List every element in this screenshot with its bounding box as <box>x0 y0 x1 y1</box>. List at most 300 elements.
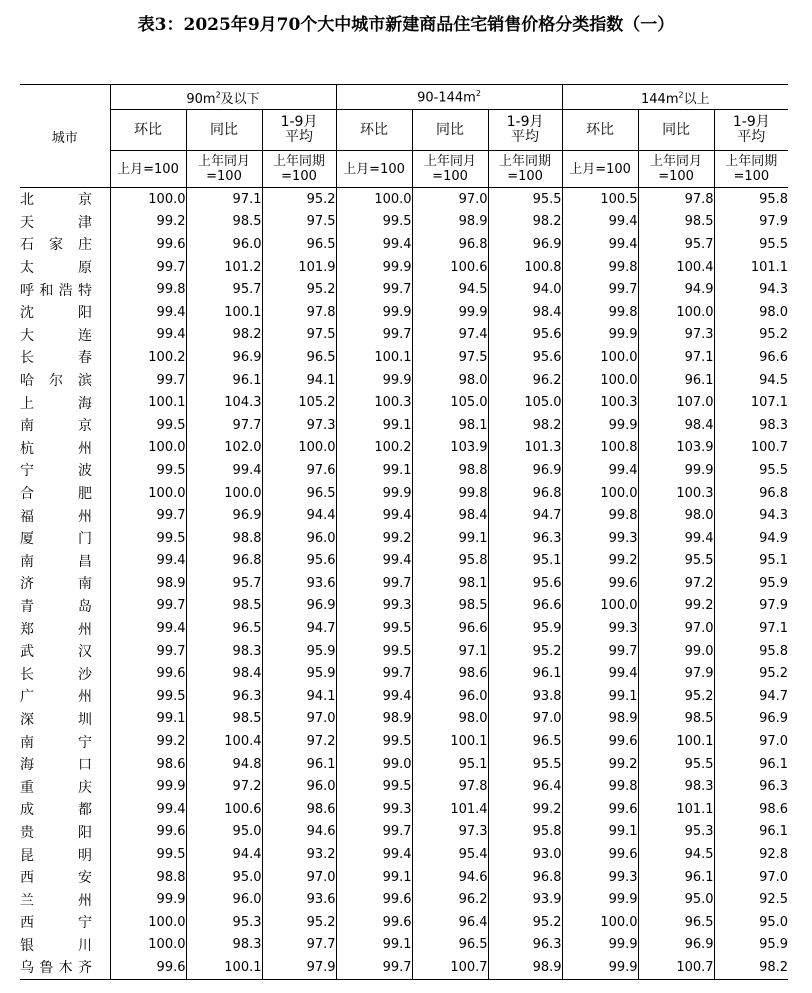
city-name <box>20 324 110 347</box>
index-value: 100.2 <box>336 437 412 460</box>
avg-base-line2: =100 <box>281 169 317 184</box>
index-value: 101.4 <box>412 798 488 821</box>
avg-header-line1: 1-9月 <box>732 114 770 130</box>
table-row <box>20 188 788 211</box>
index-value: 94.0 <box>488 278 562 301</box>
table-row <box>20 775 788 798</box>
city-name <box>20 188 110 211</box>
index-value: 100.6 <box>186 798 262 821</box>
index-value: 99.5 <box>110 414 186 437</box>
yoy-base <box>412 151 488 188</box>
city-name <box>20 572 110 595</box>
index-value: 96.8 <box>488 482 562 505</box>
table-row <box>20 708 788 731</box>
index-value: 95.5 <box>488 188 562 211</box>
index-value: 99.5 <box>336 775 412 798</box>
index-value: 103.9 <box>412 437 488 460</box>
index-value: 96.9 <box>186 504 262 527</box>
index-value: 97.8 <box>638 188 714 211</box>
index-value: 98.5 <box>638 211 714 234</box>
index-value: 100.0 <box>638 301 714 324</box>
index-value: 99.3 <box>336 798 412 821</box>
index-value: 98.6 <box>110 753 186 776</box>
city-name-text: 合肥 <box>20 486 92 503</box>
index-value: 94.4 <box>262 504 336 527</box>
index-value: 99.4 <box>336 233 412 256</box>
index-value: 94.9 <box>638 278 714 301</box>
city-name <box>20 685 110 708</box>
index-value: 97.1 <box>638 346 714 369</box>
avg-header-line2: 平均 <box>285 129 314 145</box>
city-name-text: 成都 <box>20 802 92 819</box>
index-value: 99.9 <box>562 414 638 437</box>
table-row <box>20 730 788 753</box>
index-value: 97.8 <box>262 301 336 324</box>
index-value: 95.2 <box>714 662 788 685</box>
index-value: 98.3 <box>714 414 788 437</box>
index-value: 99.7 <box>562 640 638 663</box>
index-value: 97.0 <box>262 866 336 889</box>
index-value: 99.2 <box>110 730 186 753</box>
index-value: 99.7 <box>336 662 412 685</box>
index-value: 99.4 <box>336 843 412 866</box>
index-value: 100.0 <box>336 188 412 211</box>
index-value: 99.4 <box>562 211 638 234</box>
index-value: 99.6 <box>110 662 186 685</box>
index-value: 99.7 <box>110 504 186 527</box>
table-row <box>20 753 788 776</box>
group-label-sup: 2 <box>678 90 684 100</box>
table-row <box>20 211 788 234</box>
index-value: 99.1 <box>336 414 412 437</box>
index-value: 97.0 <box>412 188 488 211</box>
index-value: 99.2 <box>562 550 638 573</box>
index-value: 98.5 <box>186 708 262 731</box>
index-value: 99.1 <box>562 821 638 844</box>
city-name-text: 广州 <box>20 689 92 706</box>
index-value: 98.9 <box>412 211 488 234</box>
index-value: 99.0 <box>638 640 714 663</box>
table-row <box>20 346 788 369</box>
index-value: 96.1 <box>186 369 262 392</box>
index-value: 98.5 <box>186 211 262 234</box>
index-value: 96.1 <box>714 821 788 844</box>
index-value: 95.5 <box>714 459 788 482</box>
index-value: 100.0 <box>110 934 186 957</box>
index-value: 100.4 <box>186 730 262 753</box>
yoy-base-line1: 上年同月 <box>424 154 477 169</box>
index-value: 100.7 <box>714 437 788 460</box>
index-value: 99.4 <box>110 301 186 324</box>
index-value: 96.4 <box>488 775 562 798</box>
index-value: 94.7 <box>262 617 336 640</box>
index-value: 99.7 <box>336 956 412 979</box>
index-value: 96.6 <box>488 595 562 618</box>
index-value: 100.0 <box>562 346 638 369</box>
header-group-row <box>20 85 788 110</box>
city-name-text: 哈尔滨 <box>20 373 92 390</box>
avg-base-line1: 上年同期 <box>725 154 778 169</box>
index-value: 99.2 <box>110 211 186 234</box>
yoy-base-line2: =100 <box>432 169 468 184</box>
city-name-text: 海口 <box>20 757 92 774</box>
index-value: 97.6 <box>262 459 336 482</box>
yoy-base <box>186 151 262 188</box>
index-value: 95.9 <box>714 934 788 957</box>
table-row <box>20 798 788 821</box>
avg-header <box>262 110 336 151</box>
index-value: 100.1 <box>638 730 714 753</box>
index-value: 95.6 <box>262 550 336 573</box>
table-row <box>20 866 788 889</box>
index-value: 99.9 <box>110 888 186 911</box>
index-value: 98.4 <box>186 662 262 685</box>
index-value: 95.6 <box>488 346 562 369</box>
index-value: 95.1 <box>412 753 488 776</box>
index-value: 99.4 <box>336 685 412 708</box>
index-value: 97.3 <box>412 821 488 844</box>
index-value: 94.5 <box>638 843 714 866</box>
city-name-text: 昆明 <box>20 847 92 864</box>
index-value: 92.8 <box>714 843 788 866</box>
index-value: 94.6 <box>262 821 336 844</box>
city-name <box>20 369 110 392</box>
table-row <box>20 821 788 844</box>
index-value: 97.2 <box>638 572 714 595</box>
city-name-text: 石家庄 <box>20 237 92 254</box>
index-value: 94.3 <box>714 278 788 301</box>
table-row <box>20 437 788 460</box>
index-value: 99.6 <box>562 572 638 595</box>
index-value: 96.5 <box>262 233 336 256</box>
avg-base <box>714 151 788 188</box>
index-value: 99.6 <box>110 821 186 844</box>
city-name-text: 天津 <box>20 214 92 231</box>
index-value: 97.8 <box>412 775 488 798</box>
index-value: 97.7 <box>262 934 336 957</box>
yoy-base-line1: 上年同月 <box>650 154 703 169</box>
index-value: 95.0 <box>714 911 788 934</box>
index-value: 95.2 <box>262 278 336 301</box>
index-value: 99.1 <box>336 459 412 482</box>
index-value: 95.2 <box>488 911 562 934</box>
index-value: 94.9 <box>714 527 788 550</box>
avg-header-line1: 1-9月 <box>506 114 544 130</box>
index-value: 95.0 <box>186 821 262 844</box>
index-value: 97.9 <box>638 662 714 685</box>
index-value: 95.0 <box>638 888 714 911</box>
index-value: 99.7 <box>336 821 412 844</box>
index-value: 99.7 <box>110 369 186 392</box>
index-value: 99.4 <box>186 459 262 482</box>
index-value: 94.3 <box>714 504 788 527</box>
mom-header: 环比 <box>562 110 638 151</box>
index-value: 99.6 <box>110 233 186 256</box>
index-value: 99.9 <box>336 256 412 279</box>
city-name-text: 南京 <box>20 418 92 435</box>
index-value: 99.4 <box>336 550 412 573</box>
index-value: 105.0 <box>488 391 562 414</box>
index-value: 98.2 <box>488 414 562 437</box>
avg-base <box>262 151 336 188</box>
index-value: 95.1 <box>714 550 788 573</box>
index-value: 96.5 <box>262 346 336 369</box>
index-value: 100.6 <box>412 256 488 279</box>
table-row <box>20 640 788 663</box>
index-value: 96.1 <box>638 866 714 889</box>
city-name-text: 厦门 <box>20 531 92 548</box>
avg-header <box>488 110 562 151</box>
index-value: 97.0 <box>714 730 788 753</box>
yoy-base-line2: =100 <box>206 169 242 184</box>
index-value: 94.5 <box>412 278 488 301</box>
city-name-text: 乌鲁木齐 <box>20 960 92 977</box>
city-column-header: 城市 <box>20 85 110 188</box>
table-row <box>20 324 788 347</box>
index-value: 98.2 <box>186 324 262 347</box>
index-value: 99.5 <box>110 459 186 482</box>
index-value: 97.1 <box>186 188 262 211</box>
index-value: 96.1 <box>714 753 788 776</box>
city-name-text: 太原 <box>20 260 92 277</box>
index-value: 97.0 <box>638 617 714 640</box>
index-value: 100.0 <box>562 911 638 934</box>
index-value: 97.9 <box>714 211 788 234</box>
index-value: 99.9 <box>562 324 638 347</box>
index-value: 95.0 <box>186 866 262 889</box>
index-value: 99.7 <box>110 640 186 663</box>
index-value: 95.8 <box>412 550 488 573</box>
index-value: 100.0 <box>110 911 186 934</box>
index-value: 96.0 <box>186 233 262 256</box>
city-name-text: 南昌 <box>20 553 92 570</box>
index-value: 93.9 <box>488 888 562 911</box>
index-value: 101.1 <box>638 798 714 821</box>
index-value: 97.5 <box>412 346 488 369</box>
index-value: 96.2 <box>488 369 562 392</box>
city-name <box>20 504 110 527</box>
index-value: 97.0 <box>262 708 336 731</box>
index-value: 95.2 <box>714 324 788 347</box>
index-value: 99.4 <box>110 798 186 821</box>
table-row <box>20 301 788 324</box>
index-value: 96.0 <box>186 888 262 911</box>
index-value: 95.7 <box>186 278 262 301</box>
index-value: 94.8 <box>186 753 262 776</box>
index-value: 99.8 <box>562 504 638 527</box>
city-name <box>20 346 110 369</box>
index-value: 98.8 <box>186 527 262 550</box>
index-value: 95.3 <box>638 821 714 844</box>
index-value: 103.9 <box>638 437 714 460</box>
index-value: 99.3 <box>562 527 638 550</box>
group-label-sup: 2 <box>475 88 481 98</box>
city-name <box>20 278 110 301</box>
index-value: 99.8 <box>562 775 638 798</box>
index-value: 99.1 <box>336 934 412 957</box>
index-value: 95.6 <box>488 572 562 595</box>
index-value: 99.1 <box>562 685 638 708</box>
index-value: 100.0 <box>110 188 186 211</box>
index-value: 95.2 <box>638 685 714 708</box>
group-label-pre: 90m <box>186 91 216 107</box>
index-value: 97.7 <box>186 414 262 437</box>
index-value: 97.5 <box>262 211 336 234</box>
index-value: 100.2 <box>110 346 186 369</box>
index-value: 99.1 <box>336 866 412 889</box>
index-value: 96.0 <box>262 775 336 798</box>
city-name-text: 杭州 <box>20 440 92 457</box>
city-name <box>20 730 110 753</box>
table-row <box>20 391 788 414</box>
index-value: 99.8 <box>110 278 186 301</box>
group-header-1 <box>110 85 336 110</box>
index-value: 99.7 <box>336 278 412 301</box>
index-value: 97.0 <box>714 866 788 889</box>
index-value: 94.7 <box>488 504 562 527</box>
index-value: 96.8 <box>186 550 262 573</box>
table-row <box>20 934 788 957</box>
index-value: 100.1 <box>186 301 262 324</box>
city-name <box>20 459 110 482</box>
index-value: 100.1 <box>336 346 412 369</box>
index-value: 96.3 <box>488 527 562 550</box>
city-name-text: 青岛 <box>20 598 92 615</box>
table-row <box>20 595 788 618</box>
index-value: 98.8 <box>110 866 186 889</box>
index-value: 107.1 <box>714 391 788 414</box>
index-value: 99.9 <box>562 888 638 911</box>
city-name <box>20 527 110 550</box>
index-value: 99.9 <box>412 301 488 324</box>
index-value: 95.3 <box>186 911 262 934</box>
group-header-3 <box>562 85 788 110</box>
city-name-text: 武汉 <box>20 644 92 661</box>
index-value: 99.1 <box>412 527 488 550</box>
table-row <box>20 685 788 708</box>
index-value: 100.0 <box>562 369 638 392</box>
city-name-text: 深圳 <box>20 711 92 728</box>
index-value: 99.5 <box>110 527 186 550</box>
index-value: 100.1 <box>186 956 262 979</box>
index-value: 96.0 <box>262 527 336 550</box>
index-value: 96.5 <box>262 482 336 505</box>
city-name-text: 西宁 <box>20 915 92 932</box>
index-value: 99.9 <box>562 934 638 957</box>
index-value: 95.8 <box>488 821 562 844</box>
city-name-text: 上海 <box>20 395 92 412</box>
index-value: 100.0 <box>562 595 638 618</box>
index-value: 99.2 <box>336 527 412 550</box>
index-value: 99.3 <box>562 617 638 640</box>
city-name <box>20 934 110 957</box>
city-name <box>20 662 110 685</box>
mom-header: 环比 <box>110 110 186 151</box>
price-index-table <box>20 84 788 980</box>
index-value: 98.3 <box>638 775 714 798</box>
index-value: 93.2 <box>262 843 336 866</box>
table-row <box>20 504 788 527</box>
index-value: 95.9 <box>488 617 562 640</box>
avg-header-line2: 平均 <box>511 129 540 145</box>
index-value: 95.6 <box>488 324 562 347</box>
table-row <box>20 233 788 256</box>
table-row <box>20 459 788 482</box>
index-value: 99.0 <box>336 753 412 776</box>
index-value: 95.2 <box>262 911 336 934</box>
yoy-header: 同比 <box>186 110 262 151</box>
city-name <box>20 956 110 979</box>
city-name <box>20 821 110 844</box>
index-value: 98.2 <box>488 211 562 234</box>
index-value: 99.8 <box>562 256 638 279</box>
mom-header: 环比 <box>336 110 412 151</box>
index-value: 95.4 <box>412 843 488 866</box>
index-value: 98.9 <box>336 708 412 731</box>
index-value: 99.3 <box>336 595 412 618</box>
index-value: 100.0 <box>110 482 186 505</box>
index-value: 95.1 <box>488 550 562 573</box>
index-value: 101.9 <box>262 256 336 279</box>
index-value: 99.7 <box>562 278 638 301</box>
index-value: 97.9 <box>262 956 336 979</box>
index-value: 104.3 <box>186 391 262 414</box>
index-value: 99.4 <box>336 504 412 527</box>
city-name-text: 大连 <box>20 327 92 344</box>
index-value: 101.2 <box>186 256 262 279</box>
city-name <box>20 233 110 256</box>
index-value: 98.4 <box>488 301 562 324</box>
index-value: 99.8 <box>412 482 488 505</box>
city-name <box>20 911 110 934</box>
index-value: 99.6 <box>562 798 638 821</box>
index-value: 99.7 <box>336 324 412 347</box>
index-value: 100.3 <box>562 391 638 414</box>
index-value: 96.3 <box>714 775 788 798</box>
city-name <box>20 391 110 414</box>
index-value: 96.6 <box>412 617 488 640</box>
index-value: 105.0 <box>412 391 488 414</box>
index-value: 96.3 <box>186 685 262 708</box>
yoy-base-line1: 上年同月 <box>197 154 250 169</box>
index-value: 100.0 <box>262 437 336 460</box>
index-value: 95.2 <box>262 188 336 211</box>
city-name-text: 宁波 <box>20 463 92 480</box>
index-value: 95.9 <box>262 640 336 663</box>
group-label-post: 以上 <box>683 91 710 107</box>
group-header-2 <box>336 85 562 110</box>
table-row <box>20 550 788 573</box>
index-value: 97.0 <box>488 708 562 731</box>
group-label-pre: 144m <box>641 91 679 107</box>
table-row <box>20 414 788 437</box>
index-value: 93.6 <box>262 572 336 595</box>
index-value: 96.5 <box>638 911 714 934</box>
city-name-text: 福州 <box>20 508 92 525</box>
yoy-base <box>638 151 714 188</box>
table-row <box>20 369 788 392</box>
index-value: 107.0 <box>638 391 714 414</box>
city-name <box>20 301 110 324</box>
yoy-base-line2: =100 <box>658 169 694 184</box>
index-value: 94.4 <box>186 843 262 866</box>
index-value: 99.6 <box>562 843 638 866</box>
index-value: 102.0 <box>186 437 262 460</box>
index-value: 97.4 <box>412 324 488 347</box>
index-value: 99.4 <box>562 233 638 256</box>
index-value: 96.5 <box>412 934 488 957</box>
city-name <box>20 888 110 911</box>
